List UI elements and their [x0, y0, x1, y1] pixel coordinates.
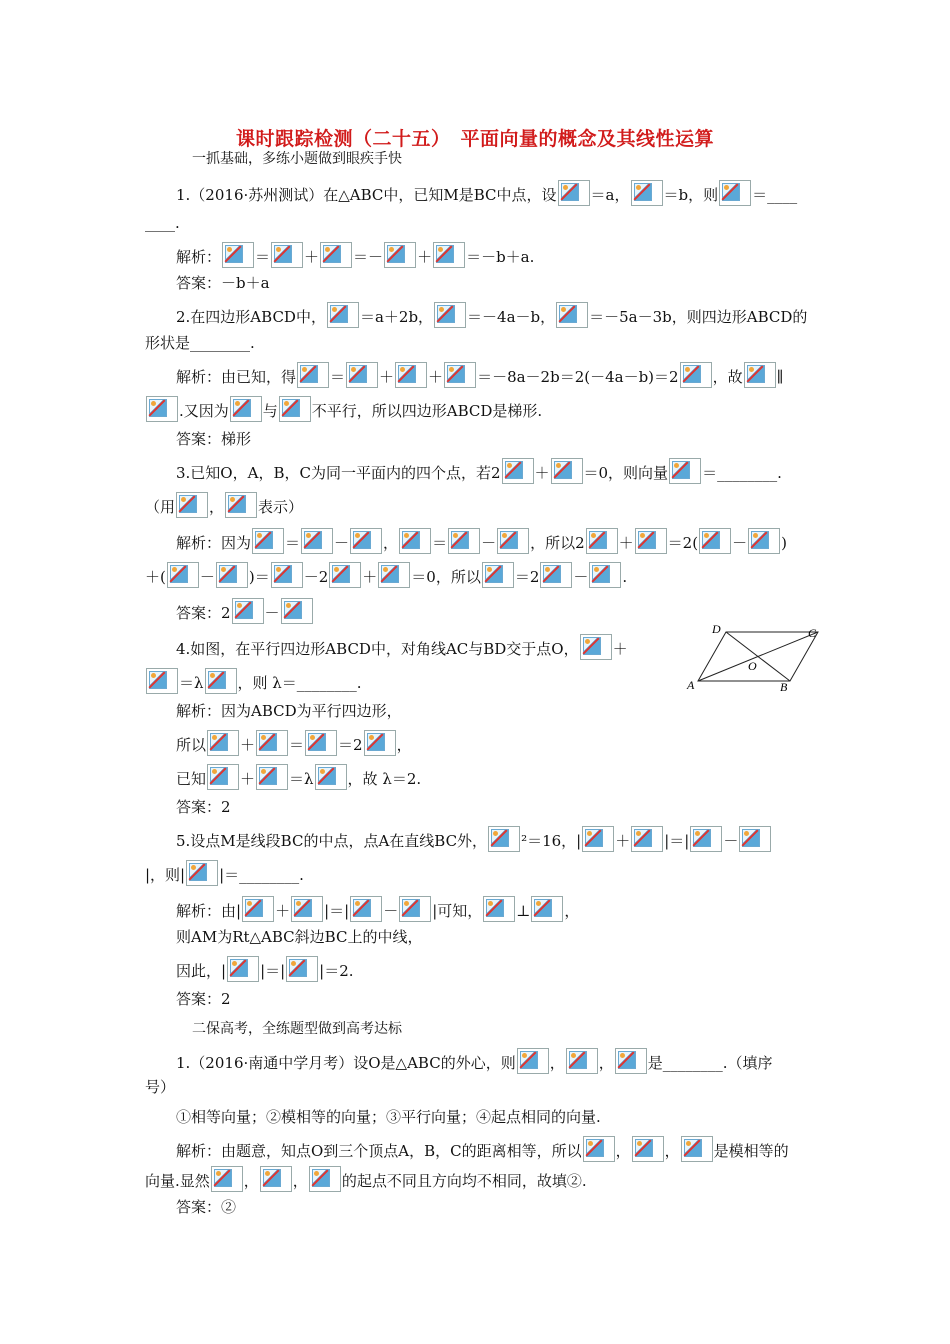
text-segment: ∥ [776, 368, 784, 386]
text-segment: ，所以2 [530, 534, 585, 552]
text-segment: 向量.显然 [145, 1172, 210, 1190]
broken-image-icon [448, 528, 480, 554]
text-segment: 已知 [176, 770, 207, 788]
broken-image-icon [260, 1166, 292, 1192]
broken-image-icon [699, 528, 731, 554]
broken-image-icon [346, 362, 378, 388]
text-line [176, 1106, 601, 1128]
broken-image-icon [225, 492, 257, 518]
text-segment: － [383, 902, 399, 920]
text-segment: ，则 λ＝________. [237, 674, 362, 692]
broken-image-icon [207, 730, 239, 756]
broken-image-icon [230, 396, 262, 422]
text-segment: ) [781, 534, 787, 552]
text-segment: ＝ [432, 534, 448, 552]
text-segment: ＋ [534, 464, 550, 482]
broken-image-icon [482, 562, 514, 588]
text-segment: 是________.（填序 [647, 1054, 773, 1072]
broken-image-icon [744, 362, 776, 388]
text-segment: － [264, 604, 280, 622]
broken-image-icon [315, 764, 347, 790]
text-segment: 5.设点M是线段BC的中点，点A在直线BC外， [176, 832, 488, 850]
broken-image-icon [632, 1136, 664, 1162]
text-line [176, 598, 314, 624]
text-segment: ＋ [240, 770, 256, 788]
broken-image-icon [739, 826, 771, 852]
text-segment: ＋( [145, 568, 166, 586]
broken-image-icon [256, 730, 288, 756]
text-line [176, 428, 251, 450]
text-segment: ＋ [362, 568, 378, 586]
text-segment: ， [615, 1142, 631, 1160]
broken-image-icon [207, 764, 239, 790]
text-segment: ，故 [712, 368, 743, 386]
broken-image-icon [586, 528, 618, 554]
broken-image-icon [384, 242, 416, 268]
text-segment: （用 [145, 498, 176, 516]
broken-image-icon [176, 492, 208, 518]
text-segment: ＝λ [289, 770, 314, 788]
broken-image-icon [309, 1166, 341, 1192]
broken-image-icon [399, 896, 431, 922]
broken-image-icon [305, 730, 337, 756]
broken-image-icon [680, 362, 712, 388]
text-line [145, 212, 180, 234]
text-segment: 则AM为Rt△ABC斜边BC上的中线， [176, 928, 423, 946]
text-segment: 答案：2 [176, 604, 231, 622]
broken-image-icon [242, 896, 274, 922]
text-segment: 解析： [176, 248, 222, 266]
text-line [145, 332, 255, 354]
text-line [176, 988, 231, 1010]
text-line [145, 668, 362, 694]
broken-image-icon [502, 458, 534, 484]
broken-image-icon [327, 302, 359, 328]
broken-image-icon [378, 562, 410, 588]
text-line [176, 700, 402, 722]
text-line [145, 1166, 587, 1192]
text-segment: －2 [303, 568, 329, 586]
figure-label-d: D [712, 624, 721, 636]
text-segment: ①相等向量；②模相等的向量；③平行向量；④起点相同的向量. [176, 1108, 601, 1126]
text-line [145, 562, 627, 588]
text-segment: ＝ [289, 736, 305, 754]
text-segment: ， [383, 534, 399, 552]
text-segment: ＝－ [353, 248, 384, 266]
text-segment: ＝ [285, 534, 301, 552]
broken-image-icon [583, 1136, 615, 1162]
figure-label-a: A [687, 678, 695, 692]
section-heading [192, 1018, 402, 1040]
text-segment: ＝－4a－b， [467, 308, 556, 326]
text-segment: 解析：由已知，得 [176, 368, 297, 386]
text-line [176, 634, 628, 660]
text-segment: ＝－5a－3b，则四边形ABCD的 [589, 308, 808, 326]
broken-image-icon [205, 668, 237, 694]
text-segment: ， [549, 1054, 565, 1072]
broken-image-icon [281, 598, 313, 624]
text-line [176, 458, 782, 484]
text-line [176, 1048, 773, 1074]
text-line [176, 1196, 236, 1218]
text-segment: |＝2. [319, 962, 354, 980]
broken-image-icon [167, 562, 199, 588]
text-segment: 答案：2 [176, 990, 231, 1008]
broken-image-icon [256, 764, 288, 790]
broken-image-icon [566, 1048, 598, 1074]
broken-image-icon [497, 528, 529, 554]
text-segment: ＝ [255, 248, 271, 266]
broken-image-icon [631, 826, 663, 852]
text-segment: ＝ [330, 368, 346, 386]
text-segment: ＋ [379, 368, 395, 386]
broken-image-icon [748, 528, 780, 554]
text-segment: － [334, 534, 350, 552]
text-line [176, 826, 772, 852]
text-segment: ， [598, 1054, 614, 1072]
broken-image-icon [286, 956, 318, 982]
text-segment: 是模相等的 [713, 1142, 789, 1160]
figure-label-c: C [808, 626, 817, 640]
text-segment: ＝－b＋a. [466, 248, 535, 266]
text-segment: － [723, 832, 739, 850]
text-segment: 答案：梯形 [176, 430, 252, 448]
broken-image-icon [297, 362, 329, 388]
text-segment: 解析：因为ABCD为平行四边形， [176, 702, 402, 720]
broken-image-icon [186, 860, 218, 886]
text-segment: ， [564, 902, 580, 920]
broken-image-icon [556, 302, 588, 328]
broken-image-icon [517, 1048, 549, 1074]
text-segment: 答案：② [176, 1198, 237, 1216]
text-segment: ＋ [275, 902, 291, 920]
broken-image-icon [483, 896, 515, 922]
broken-image-icon [580, 634, 612, 660]
text-segment: 答案：2 [176, 798, 231, 816]
broken-image-icon [488, 826, 520, 852]
broken-image-icon [433, 242, 465, 268]
text-segment: ＝2 [338, 736, 363, 754]
text-segment: ＋ [615, 832, 631, 850]
text-segment: ⊥ [516, 902, 531, 920]
text-line [176, 796, 231, 818]
broken-image-icon [301, 528, 333, 554]
text-line [176, 896, 579, 922]
broken-image-icon [320, 242, 352, 268]
text-segment: － [481, 534, 497, 552]
text-segment: ＋ [428, 368, 444, 386]
broken-image-icon [681, 1136, 713, 1162]
text-segment: |＝________. [219, 866, 304, 884]
text-segment: |可知， [432, 902, 483, 920]
text-line [145, 1076, 175, 1098]
broken-image-icon [232, 598, 264, 624]
broken-image-icon [227, 956, 259, 982]
text-segment: ＝a＋2b， [359, 308, 434, 326]
text-segment: ＝2( [667, 534, 699, 552]
broken-image-icon [211, 1166, 243, 1192]
text-segment: － [573, 568, 589, 586]
page-title: 课时跟踪检测（二十五） 平面向量的概念及其线性运算 [235, 128, 714, 150]
parallelogram-figure [684, 624, 824, 694]
text-line [176, 926, 422, 948]
text-segment: ＋ [417, 248, 433, 266]
broken-image-icon [222, 242, 254, 268]
broken-image-icon [364, 730, 396, 756]
text-segment: ＝0，所以 [411, 568, 481, 586]
broken-image-icon [719, 180, 751, 206]
text-segment: ＋ [612, 640, 628, 658]
text-segment: ， [209, 498, 225, 516]
text-segment: ， [243, 1172, 259, 1190]
broken-image-icon [631, 180, 663, 206]
text-segment: 因此，| [176, 962, 227, 980]
text-segment: ＝b，则 [663, 186, 719, 204]
text-segment: ， [292, 1172, 308, 1190]
broken-image-icon [279, 396, 311, 422]
broken-image-icon [271, 562, 303, 588]
section-heading [192, 148, 402, 170]
text-segment: ____. [145, 214, 180, 232]
broken-image-icon [690, 826, 722, 852]
text-line [145, 396, 542, 422]
text-segment: 解析：因为 [176, 534, 252, 552]
text-segment: ＋ [618, 534, 634, 552]
broken-image-icon [146, 396, 178, 422]
text-segment: |＝| [324, 902, 350, 920]
text-segment: 1.（2016·苏州测试）在△ABC中，已知M是BC中点，设 [176, 186, 557, 204]
text-line [176, 242, 534, 268]
text-line [176, 1136, 789, 1162]
text-line [176, 730, 412, 756]
text-segment: ， [664, 1142, 680, 1160]
text-line [176, 528, 787, 554]
broken-image-icon [540, 562, 572, 588]
text-segment: 表示） [258, 498, 304, 516]
text-segment: 形状是________. [145, 334, 255, 352]
text-segment: ＝________. [702, 464, 782, 482]
text-segment: |＝| [260, 962, 286, 980]
figure-label-o: O [748, 659, 757, 673]
broken-image-icon [669, 458, 701, 484]
broken-image-icon [350, 896, 382, 922]
broken-image-icon [531, 896, 563, 922]
text-segment: 解析：由题意，知点O到三个顶点A，B，C的距离相等，所以 [176, 1142, 582, 1160]
broken-image-icon [434, 302, 466, 328]
text-segment: 号） [145, 1078, 176, 1096]
broken-image-icon [291, 896, 323, 922]
text-segment: ＋ [304, 248, 320, 266]
broken-image-icon [582, 826, 614, 852]
text-segment: － [732, 534, 748, 552]
figure-label-b: B [780, 680, 788, 694]
text-segment: 的起点不同且方向均不相同，故填②. [341, 1172, 587, 1190]
broken-image-icon [558, 180, 590, 206]
text-segment: 不平行，所以四边形ABCD是梯形. [311, 402, 543, 420]
text-segment: ＝－8a－2b＝2(－4a－b)＝2 [477, 368, 679, 386]
text-line [176, 764, 421, 790]
text-segment: . [622, 568, 628, 586]
text-segment: ＋ [240, 736, 256, 754]
text-segment: 4.如图，在平行四边形ABCD中，对角线AC与BD交于点O， [176, 640, 579, 658]
text-segment: ＝2 [514, 568, 540, 586]
broken-image-icon [615, 1048, 647, 1074]
broken-image-icon [146, 668, 178, 694]
text-segment: ， [396, 736, 412, 754]
text-line [176, 362, 784, 388]
text-line [176, 180, 797, 206]
broken-image-icon [444, 362, 476, 388]
text-segment: 二保高考，全练题型做到高考达标 [192, 1021, 402, 1037]
broken-image-icon [271, 242, 303, 268]
text-segment: 1.（2016·南通中学月考）设O是△ABC的外心，则 [176, 1054, 516, 1072]
broken-image-icon [551, 458, 583, 484]
broken-image-icon [635, 528, 667, 554]
text-segment: ＝λ [179, 674, 204, 692]
broken-image-icon [395, 362, 427, 388]
text-segment: 一抓基础，多练小题做到眼疾手快 [192, 151, 402, 167]
text-segment: ＝0，则向量 [583, 464, 669, 482]
text-segment: 所以 [176, 736, 207, 754]
text-segment: 与 [262, 402, 278, 420]
text-segment: 3.已知O，A，B，C为同一平面内的四个点，若2 [176, 464, 501, 482]
broken-image-icon [216, 562, 248, 588]
broken-image-icon [350, 528, 382, 554]
text-segment: |＝| [664, 832, 690, 850]
text-segment: |，则| [145, 866, 186, 884]
text-line [176, 956, 354, 982]
text-line [176, 302, 807, 328]
text-line [145, 860, 304, 886]
text-segment: ＝a， [590, 186, 630, 204]
broken-image-icon [329, 562, 361, 588]
text-line [145, 492, 303, 518]
text-segment: .又因为 [179, 402, 229, 420]
text-segment: 答案：－b＋a [176, 274, 270, 292]
text-line [176, 272, 270, 294]
text-segment: ，故 λ＝2. [347, 770, 422, 788]
text-segment: ＝____ [752, 186, 798, 204]
text-segment: ²＝16，| [521, 832, 582, 850]
broken-image-icon [399, 528, 431, 554]
broken-image-icon [252, 528, 284, 554]
broken-image-icon [589, 562, 621, 588]
text-segment: 解析：由| [176, 902, 242, 920]
text-segment: 2.在四边形ABCD中， [176, 308, 326, 326]
text-segment: － [199, 568, 215, 586]
text-segment: )＝ [248, 568, 270, 586]
